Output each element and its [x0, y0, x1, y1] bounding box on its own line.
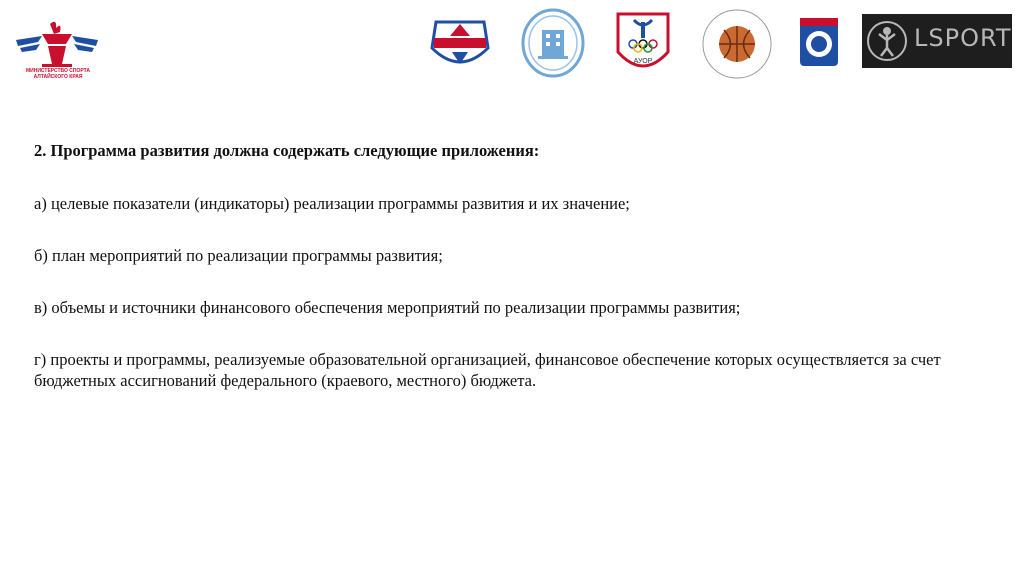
ministry-logo: [12, 18, 102, 82]
document-heading: 2. Программа развития должна содержать следующие приложения:: [34, 141, 540, 160]
basketball-emblem-logo: [700, 8, 774, 80]
document-body: [34, 140, 1004, 422]
lsport-logo: [862, 14, 1012, 68]
list-item: в) объемы и источники финансового обеспечения мероприятий по реализации программы развития;: [34, 298, 741, 317]
building-emblem-icon: [520, 8, 586, 78]
shield-emblem-icon: [428, 12, 492, 76]
basketball-emblem-icon: [700, 8, 774, 80]
olympic-emblem-logo: [614, 8, 672, 80]
round-badge-emblem-logo: [796, 14, 842, 70]
round-badge-emblem-icon: [796, 14, 842, 70]
ministry-caption: МИНИСТЕРСТВО СПОРТА АЛТАЙСКОГО КРАЯ: [25, 68, 91, 80]
lsport-figure-icon: [862, 14, 912, 68]
olympic-emblem-icon: [614, 8, 672, 80]
olympic-caption: АУОР: [633, 58, 653, 65]
lsport-wordmark: LSPORT: [914, 24, 1012, 52]
list-item: г) проекты и программы, реализуемые образовательной организацией, финансовое обеспечение которых осуществляется за счет бюджетных ассигнований федерального (краевого, местного) бюджета.: [34, 350, 941, 390]
shield-emblem-logo: [428, 12, 492, 76]
building-emblem-logo: [520, 8, 586, 78]
list-item: б) план мероприятий по реализации программы развития;: [34, 246, 443, 265]
list-item: а) целевые показатели (индикаторы) реализации программы развития и их значение;: [34, 194, 630, 213]
ministry-emblem-icon: [12, 18, 102, 70]
